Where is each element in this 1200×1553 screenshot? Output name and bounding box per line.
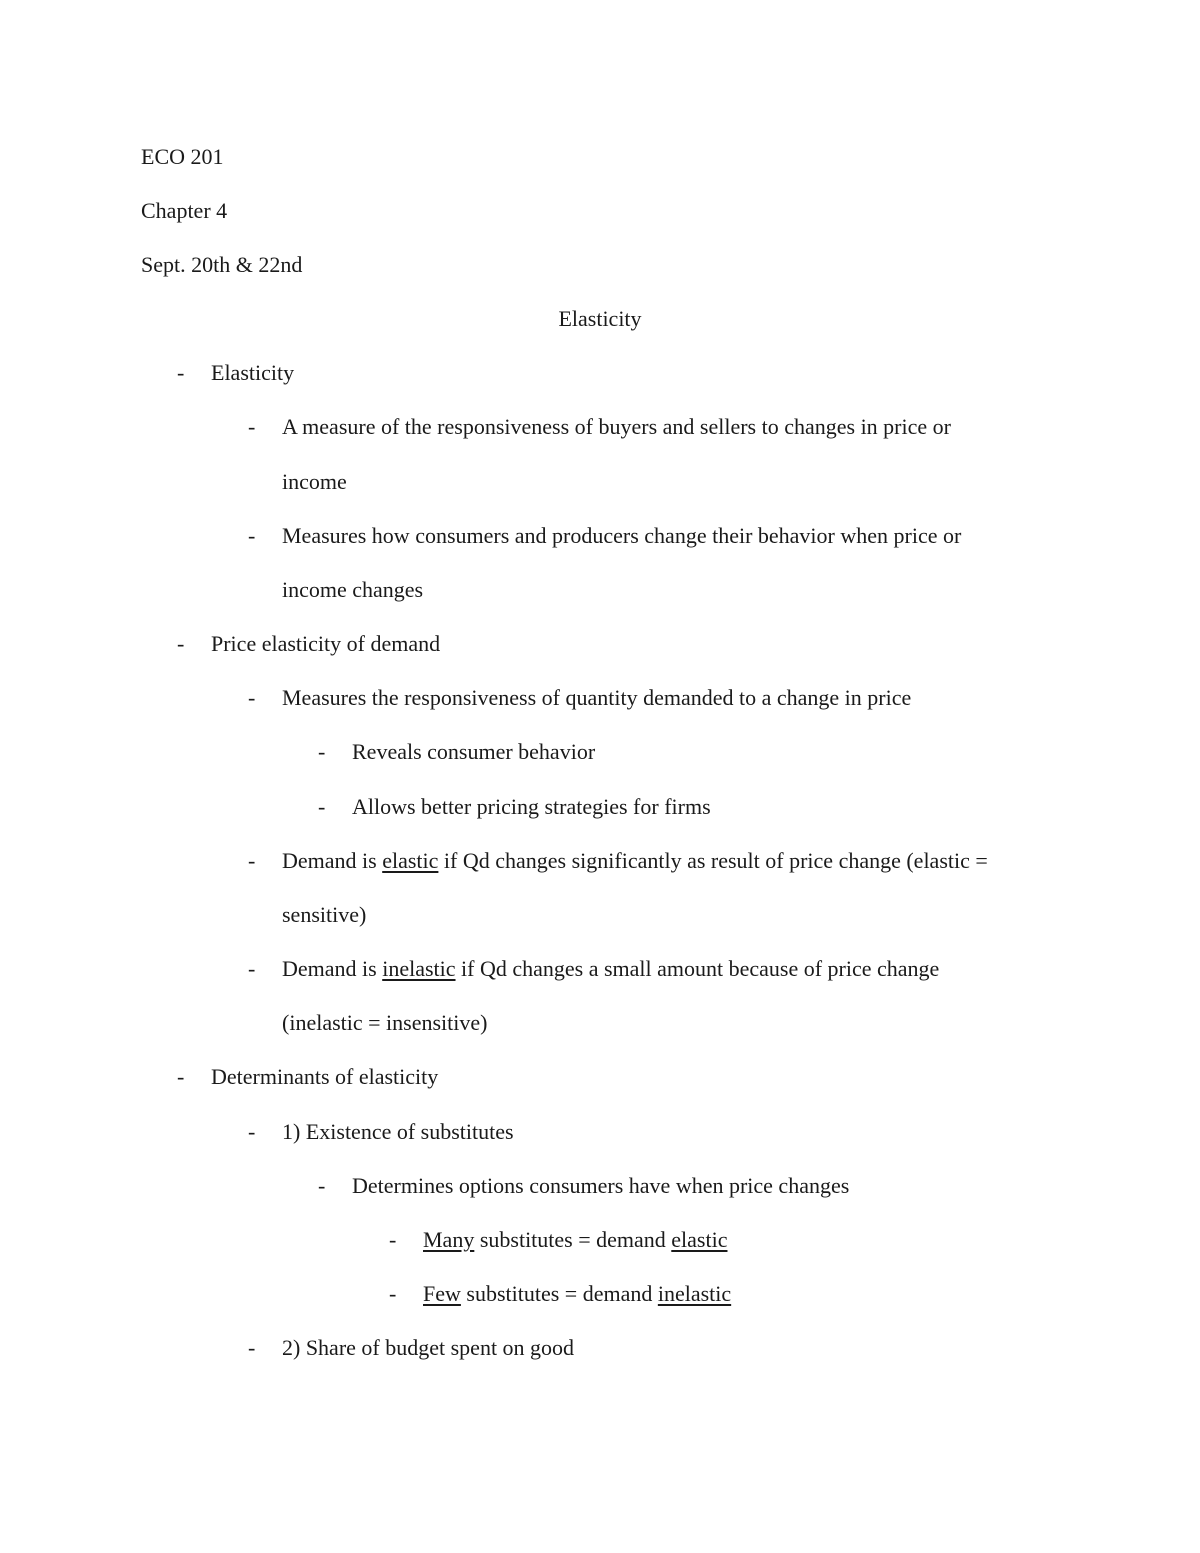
underlined-term: Many: [423, 1227, 475, 1252]
bullet-dash: -: [248, 414, 256, 439]
note-few-line: [423, 1280, 731, 1308]
bullet-dash: -: [248, 523, 256, 548]
bullet-dash: -: [177, 360, 185, 385]
note-text: Determines options consumers have when price changes: [352, 1173, 850, 1198]
note-text: substitutes = demand: [474, 1227, 672, 1252]
note-text: 2) Share of budget spent on good: [282, 1335, 575, 1360]
note-text: Demand is: [282, 848, 383, 873]
note-text: Reveals consumer behavior: [352, 739, 596, 764]
date-label: Sept. 20th & 22nd: [141, 252, 303, 277]
bullet-dash: -: [248, 1335, 256, 1360]
note-text: sensitive): [282, 902, 367, 927]
underlined-term: elastic: [671, 1227, 728, 1252]
bullet-dash: -: [318, 794, 326, 819]
note-many-line: [423, 1226, 727, 1254]
bullet-dash: -: [389, 1227, 397, 1252]
underlined-term: inelastic: [382, 956, 456, 981]
bullet-dash: -: [177, 631, 185, 656]
note-determinants-heading: Determinants of elasticity: [211, 1064, 439, 1089]
bullet-dash: -: [389, 1281, 397, 1306]
bullet-dash: -: [248, 848, 256, 873]
note-elasticity-heading: Elasticity: [211, 360, 295, 385]
note-text: Allows better pricing strategies for firms: [352, 794, 711, 819]
bullet-dash: -: [318, 1173, 326, 1198]
note-text: Measures how consumers and producers change their behavior when price or: [282, 523, 962, 548]
note-elastic-line: [282, 847, 988, 875]
bullet-dash: -: [318, 739, 326, 764]
note-text: 1) Existence of substitutes: [282, 1119, 514, 1144]
course-code: ECO 201: [141, 144, 224, 169]
bullet-dash: -: [248, 685, 256, 710]
underlined-term: Few: [423, 1281, 461, 1306]
page-title: Elasticity: [558, 306, 642, 331]
underlined-term: elastic: [382, 848, 439, 873]
bullet-dash: -: [177, 1064, 185, 1089]
note-text: Demand is: [282, 956, 383, 981]
chapter-label: Chapter 4: [141, 198, 228, 223]
note-text: substitutes = demand: [460, 1281, 658, 1306]
note-text: income changes: [282, 577, 424, 602]
underlined-term: inelastic: [657, 1281, 732, 1306]
bullet-dash: -: [248, 956, 256, 981]
note-ped-heading: Price elasticity of demand: [211, 631, 441, 656]
bullet-dash: -: [248, 1119, 256, 1144]
note-inelastic-line: [282, 955, 939, 983]
note-text: Measures the responsiveness of quantity demanded to a change in price: [282, 685, 912, 710]
note-text: if Qd changes a small amount because of price change: [455, 956, 940, 981]
note-text: income: [282, 469, 347, 494]
note-text: if Qd changes significantly as result of price change (elastic =: [438, 848, 988, 873]
note-text: (inelastic = insensitive): [282, 1010, 488, 1035]
note-text: A measure of the responsiveness of buyers and sellers to changes in price or: [282, 414, 951, 439]
